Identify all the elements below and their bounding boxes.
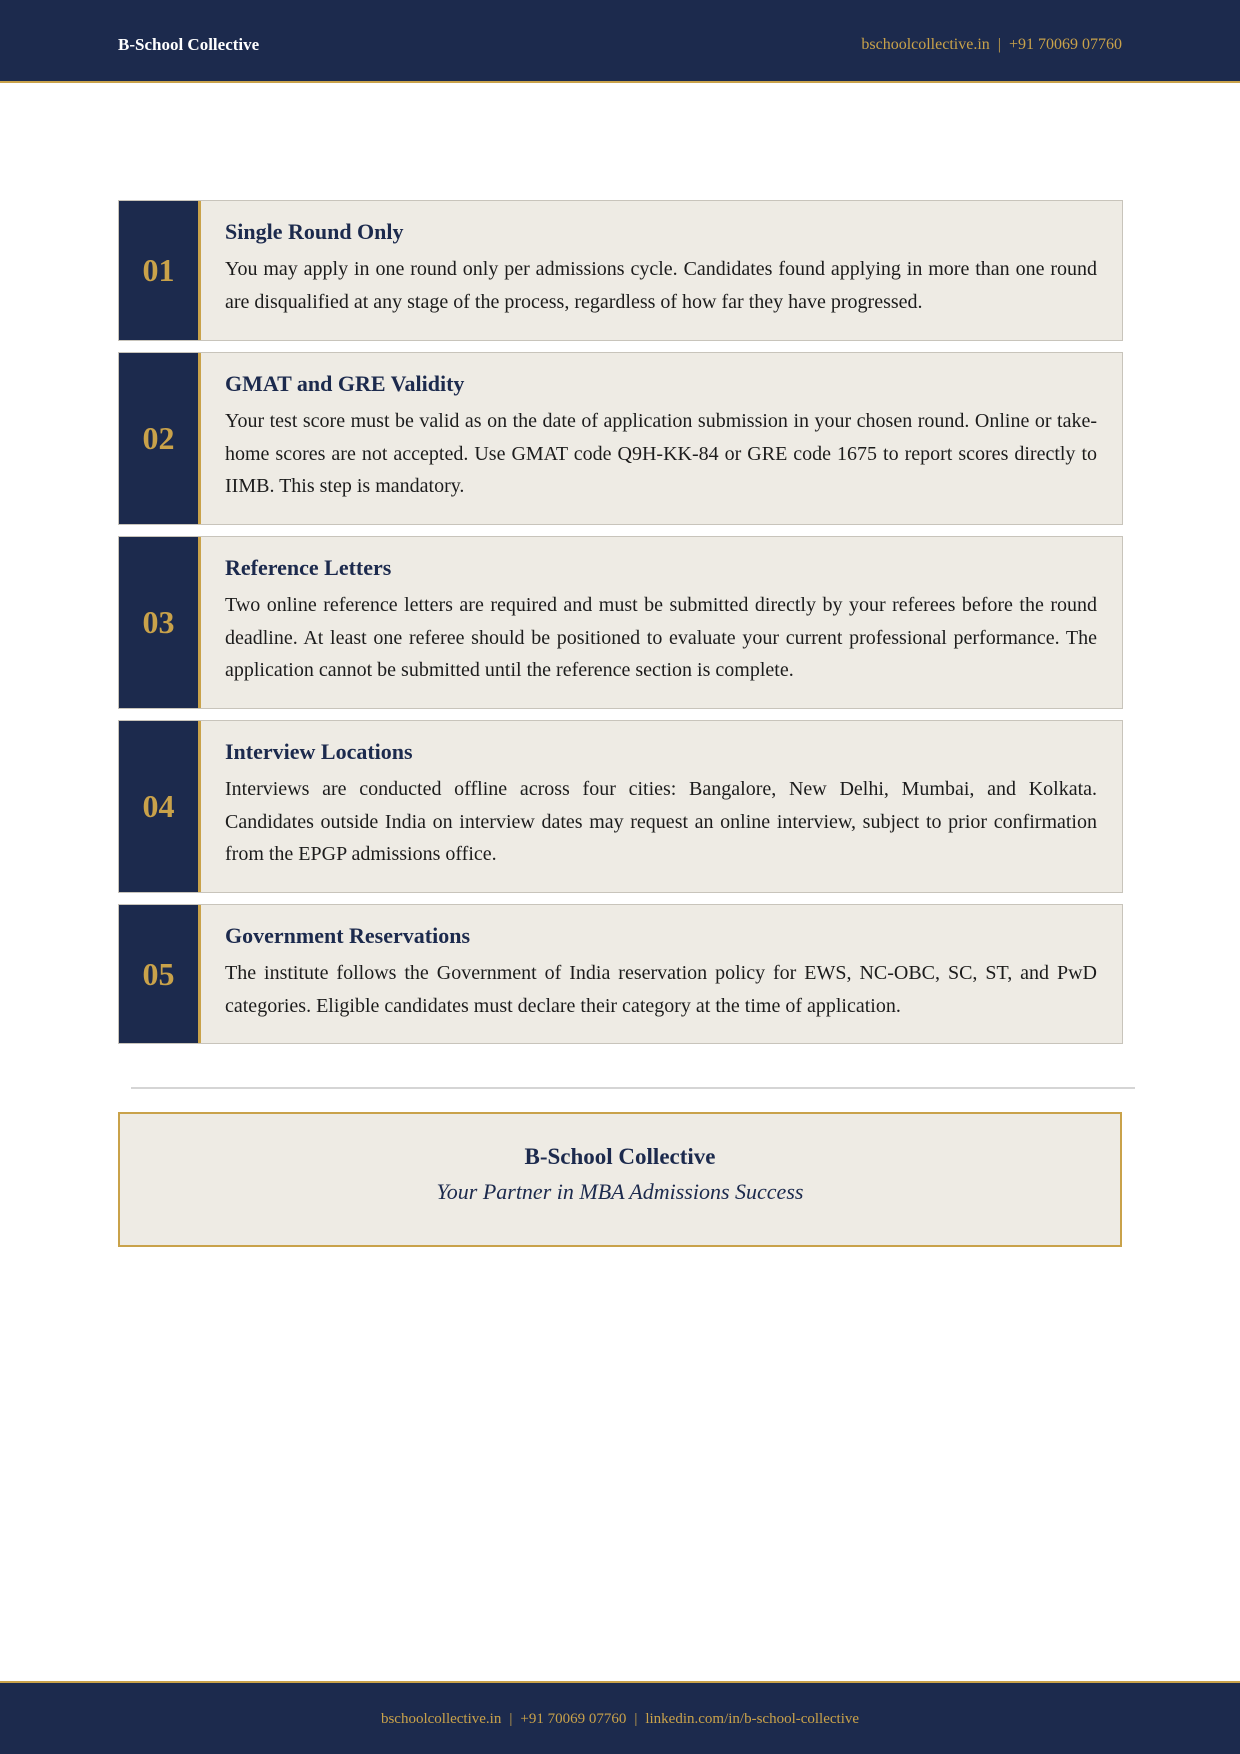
requirement-card-05 [118,904,1123,1044]
item-text: You may apply in one round only per admissions cycle. Candidates found applying in more than one round are disqualified at any stage of the process, regardless of how far they have progressed. [225,258,1097,313]
brand-name: B-School Collective [118,35,260,54]
footer-contact [0,1711,1240,1728]
item-body [201,353,1122,524]
footer-separator: | [509,1711,513,1727]
requirement-card-02 [118,352,1123,525]
item-number: 02 [119,353,201,524]
section-divider [131,1087,1135,1089]
item-number: 04 [119,721,201,892]
item-number: 03 [119,537,201,708]
promo-tagline: Your Partner in MBA Admissions Success [436,1179,804,1204]
footer-phone[interactable]: +91 70069 07760 [520,1711,627,1727]
item-text: Your test score must be valid as on the date of application submission in your chosen round. Online or take-home scores are not accepted. Use GMAT code Q9H-KK-84 or GRE code 1675 to report scores directly to IIMB. This step is mandatory. [225,410,1097,497]
promo-title: B-School Collective [524,1144,716,1169]
requirements-list [118,200,1123,1055]
item-number: 01 [119,201,201,340]
item-text: The institute follows the Government of India reservation policy for EWS, NC-OBC, SC, ST, and PwD categories. Eligible candidates must declare their category at the time of application. [225,962,1097,1017]
header-separator: | [997,36,1001,53]
item-title: Interview Locations [225,739,413,764]
footer-linkedin-link[interactable]: linkedin.com/in/b-school-collective [645,1711,860,1727]
requirement-card-04 [118,720,1123,893]
item-number: 05 [119,905,201,1043]
item-text: Interviews are conducted offline across four cities: Bangalore, New Delhi, Mumbai, and Kolkata. Candidates outside India on interview dates may request an online interview, subject to prior confirmation from the EPGP admissions office. [225,778,1097,865]
item-title: Single Round Only [225,219,404,244]
footer-separator: | [634,1711,638,1727]
item-body [201,721,1122,892]
promo-box [118,1112,1122,1247]
item-body [201,537,1122,708]
footer-bar [0,1681,1240,1754]
requirement-card-01 [118,200,1123,341]
item-title: Reference Letters [225,555,392,580]
header-website-link[interactable]: bschoolcollective.in [861,36,990,53]
item-body [201,201,1122,340]
item-title: GMAT and GRE Validity [225,371,465,396]
footer-website-link[interactable]: bschoolcollective.in [380,1711,502,1727]
item-text: Two online reference letters are required and must be submitted directly by your referees before the round deadline. At least one referee should be positioned to evaluate your current professional performance. The application cannot be submitted until the reference section is complete. [225,594,1097,681]
item-title: Government Reservations [225,923,471,948]
item-body [201,905,1122,1043]
header-contact [861,36,1122,54]
header-bar [0,0,1240,83]
requirement-card-03 [118,536,1123,709]
header-phone[interactable]: +91 70069 07760 [1008,36,1122,53]
